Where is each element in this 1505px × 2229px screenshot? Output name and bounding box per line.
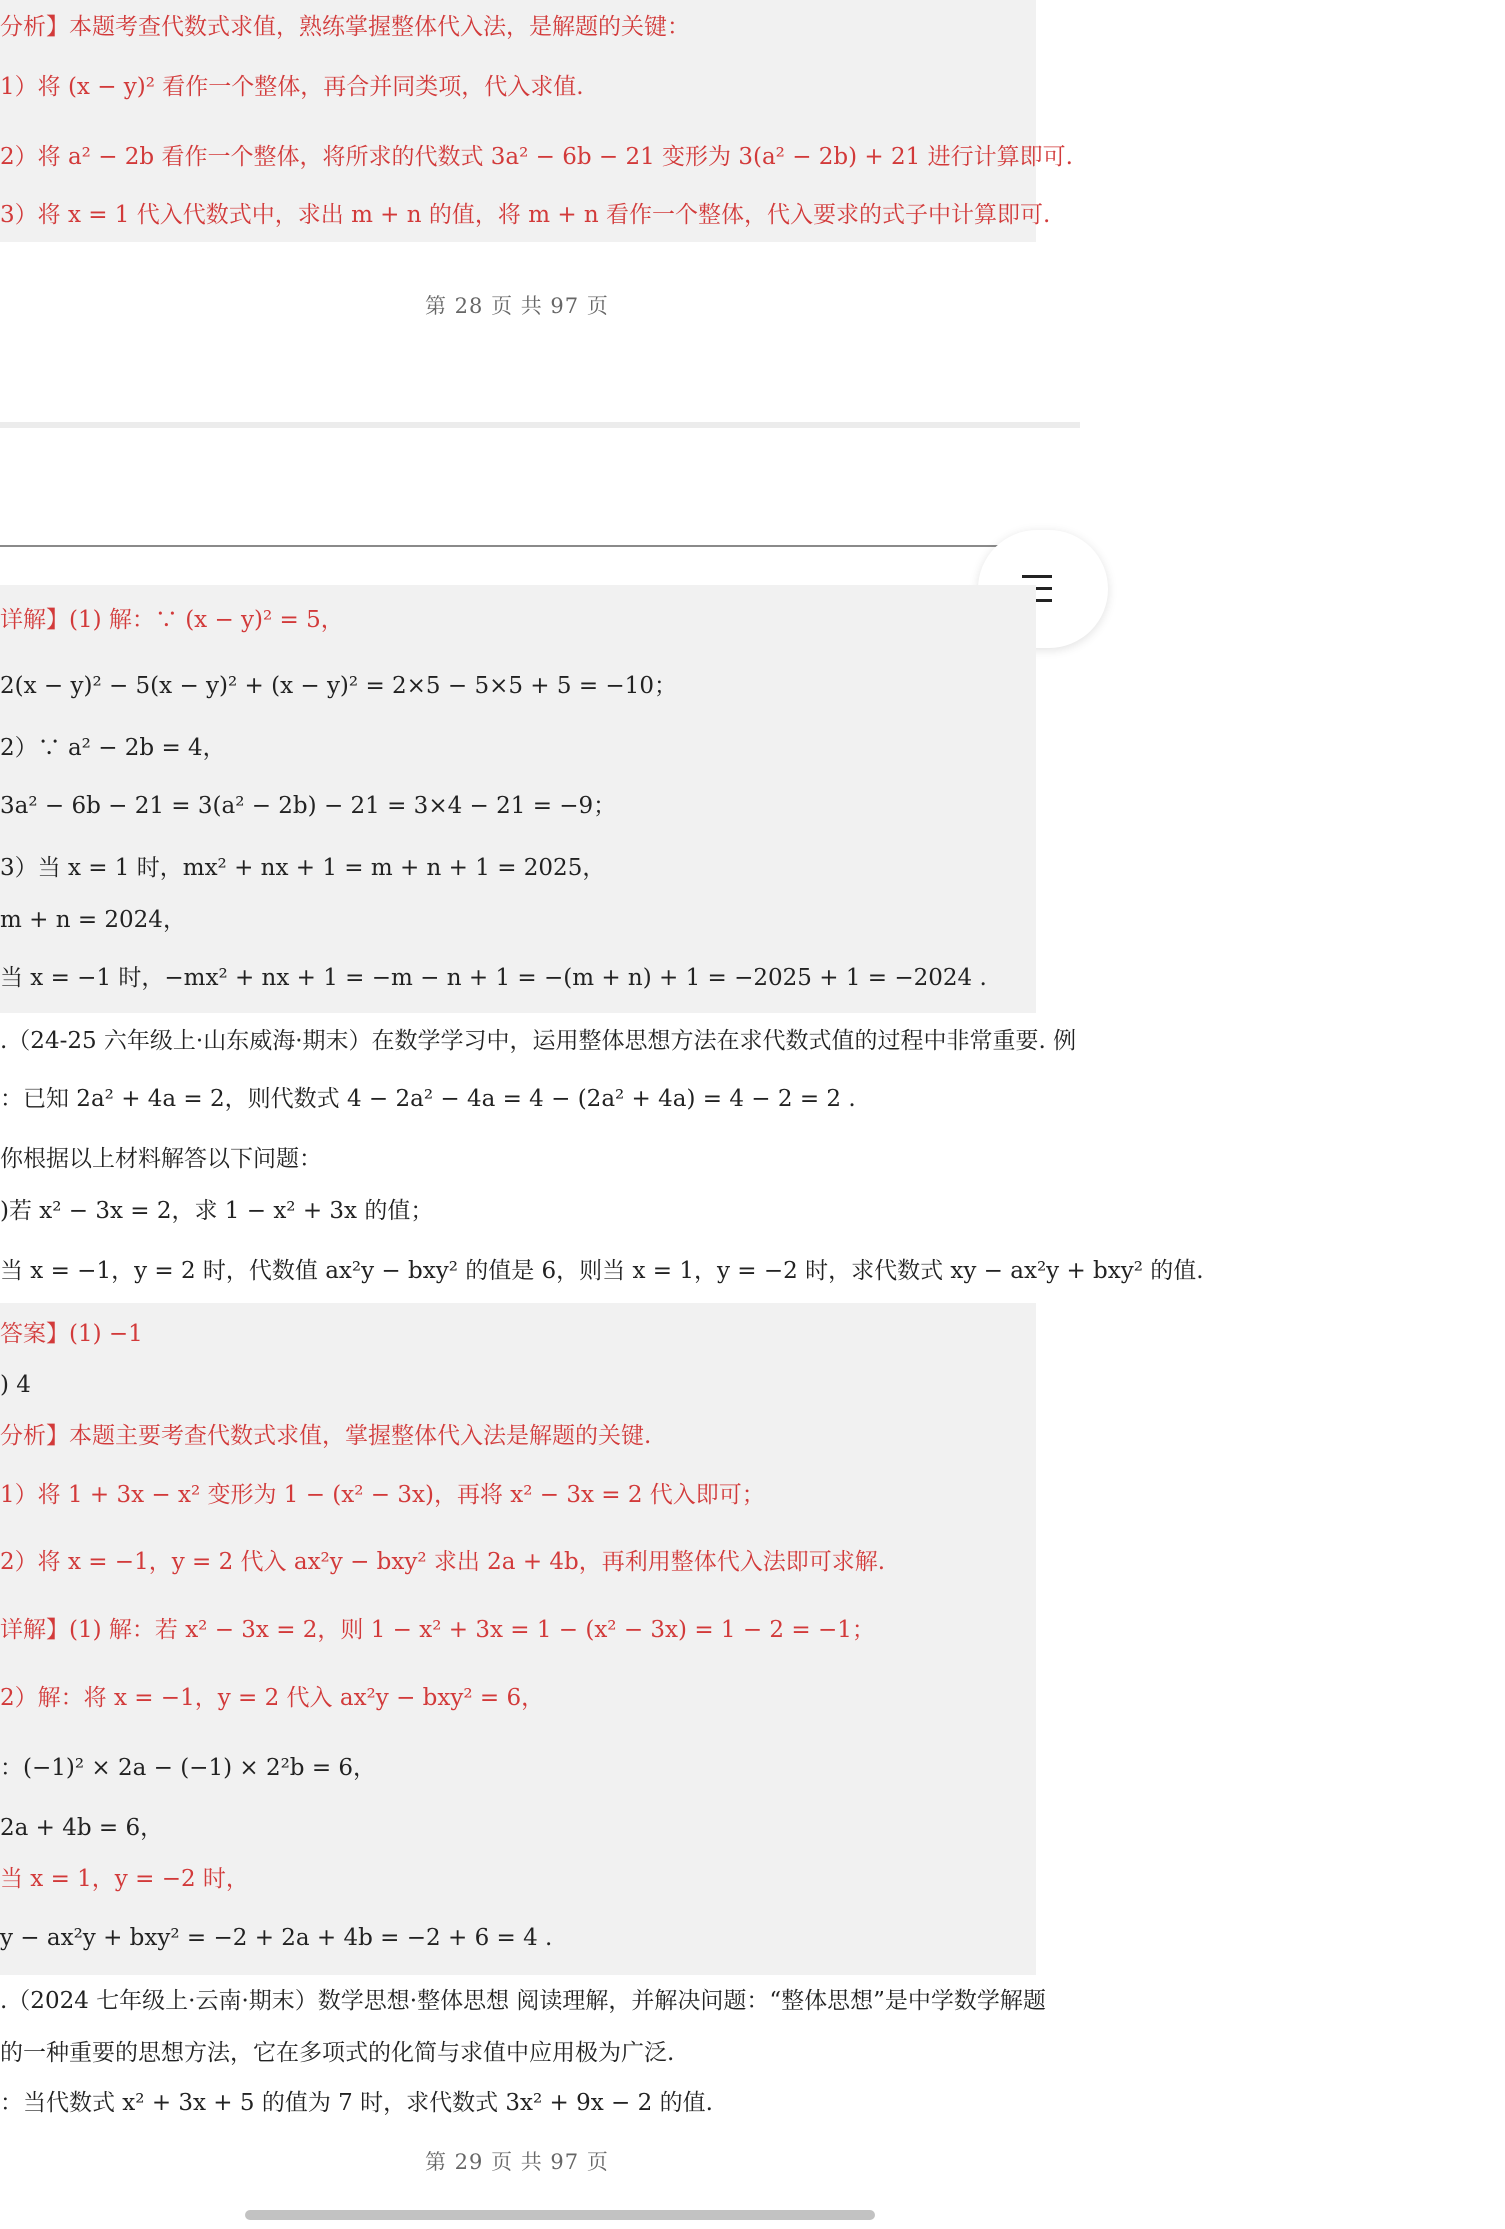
question-line-1: .（24-25 六年级上·山东威海·期末）在数学学习中，运用整体思想方法在求代数式值的过程中非常重要. 例	[0, 1028, 1077, 1054]
header-rule	[0, 545, 1040, 547]
page-number: 第 28 页 共 97 页	[425, 294, 609, 318]
question-line-2: ：已知 2a² + 4a = 2，则代数式 4 − 2a² − 4a = 4 − (2a² + 4a) = 4 − 2 = 2 .	[0, 1086, 856, 1112]
solution-line-7: 当 x = −1 时，−mx² + nx + 1 = −m − n + 1 = −(m + n) + 1 = −2025 + 1 = −2024 .	[0, 965, 987, 991]
answer-line-2: ) 4	[0, 1372, 31, 1398]
solution-line-5: 3）当 x = 1 时，mx² + nx + 1 = m + n + 1 = 2025，	[0, 855, 606, 881]
answer-section	[0, 1303, 1036, 1975]
answer-detail-3: ：(−1)² × 2a − (−1) × 2²b = 6，	[0, 1755, 377, 1781]
solution-section	[0, 585, 1036, 1013]
answer-detail-2: 2）解：将 x = −1，y = 2 代入 ax²y − bxy² = 6，	[0, 1685, 545, 1711]
page-divider	[0, 422, 1080, 428]
answer-analysis-1: 1）将 1 + 3x − x² 变形为 1 − (x² − 3x)，再将 x² − 3x = 2 代入即可；	[0, 1482, 765, 1508]
answer-analysis-2: 2）将 x = −1，y = 2 代入 ax²y − bxy² 求出 2a + 4b，再利用整体代入法即可求解.	[0, 1549, 886, 1575]
question-line-4: )若 x² − 3x = 2，求 1 − x² + 3x 的值；	[0, 1198, 434, 1224]
home-indicator[interactable]	[245, 2210, 875, 2220]
solution-line-6: m + n = 2024，	[0, 907, 186, 933]
hamburger-menu-icon	[1022, 575, 1052, 578]
analysis-section-1	[0, 0, 1073, 242]
solution-line-1-text: 详解】(1) 解：∵ (x − y)² = 5，	[0, 607, 344, 633]
analysis-heading: 分析】本题考查代数式求值，熟练掌握整体代入法，是解题的关键：	[0, 14, 690, 40]
answer-detail-4: 2a + 4b = 6，	[0, 1815, 164, 1841]
answer-analysis-heading: 分析】本题主要考查代数式求值，掌握整体代入法是解题的关键.	[0, 1423, 652, 1449]
answer-detail-1: 详解】(1) 解：若 x² − 3x = 2，则 1 − x² + 3x = 1 − (x² − 3x) = 1 − 2 = −1；	[0, 1617, 875, 1643]
question2-line-2: 的一种重要的思想方法，它在多项式的化简与求值中应用极为广泛.	[0, 2040, 675, 2066]
solution-line-4: 3a² − 6b − 21 = 3(a² − 2b) − 21 = 3×4 − 21 = −9；	[0, 793, 617, 819]
question2-line-3: ：当代数式 x² + 3x + 5 的值为 7 时，求代数式 3x² + 9x − 2 的值.	[0, 2090, 713, 2116]
page-number-2: 第 29 页 共 97 页	[425, 2150, 609, 2174]
answer-line-1: 答案】(1) −1	[0, 1321, 143, 1347]
answer-detail-6: y − ax²y + bxy² = −2 + 2a + 4b = −2 + 6 = 4 .	[0, 1925, 553, 1951]
question2-line-1: .（2024 七年级上·云南·期末）数学思想·整体思想 阅读理解，并解决问题：“整体思想”是中学数学解题	[0, 1988, 1046, 2014]
analysis-line-3: 3）将 x = 1 代入代数式中，求出 m + n 的值，将 m + n 看作一个整体，代入要求的式子中计算即可.	[0, 202, 1051, 228]
solution-line-2: 2(x − y)² − 5(x − y)² + (x − y)² = 2×5 − 5×5 + 5 = −10；	[0, 673, 677, 699]
solution-line-1	[0, 605, 344, 635]
analysis-line-2: 2）将 a² − 2b 看作一个整体，将所求的代数式 3a² − 6b − 21 变形为 3(a² − 2b) + 21 进行计算即可.	[0, 144, 1073, 170]
answer-detail-5: 当 x = 1，y = −2 时，	[0, 1866, 249, 1892]
question-line-3: 你根据以上材料解答以下问题：	[0, 1146, 322, 1172]
solution-line-3: 2）∵ a² − 2b = 4，	[0, 735, 226, 761]
question-line-5: 当 x = −1，y = 2 时，代数值 ax²y − bxy² 的值是 6，则当 x = 1，y = −2 时，求代数式 xy − ax²y + bxy² 的值.	[0, 1258, 1204, 1284]
analysis-line-1: 1）将 (x − y)² 看作一个整体，再合并同类项，代入求值.	[0, 74, 584, 100]
